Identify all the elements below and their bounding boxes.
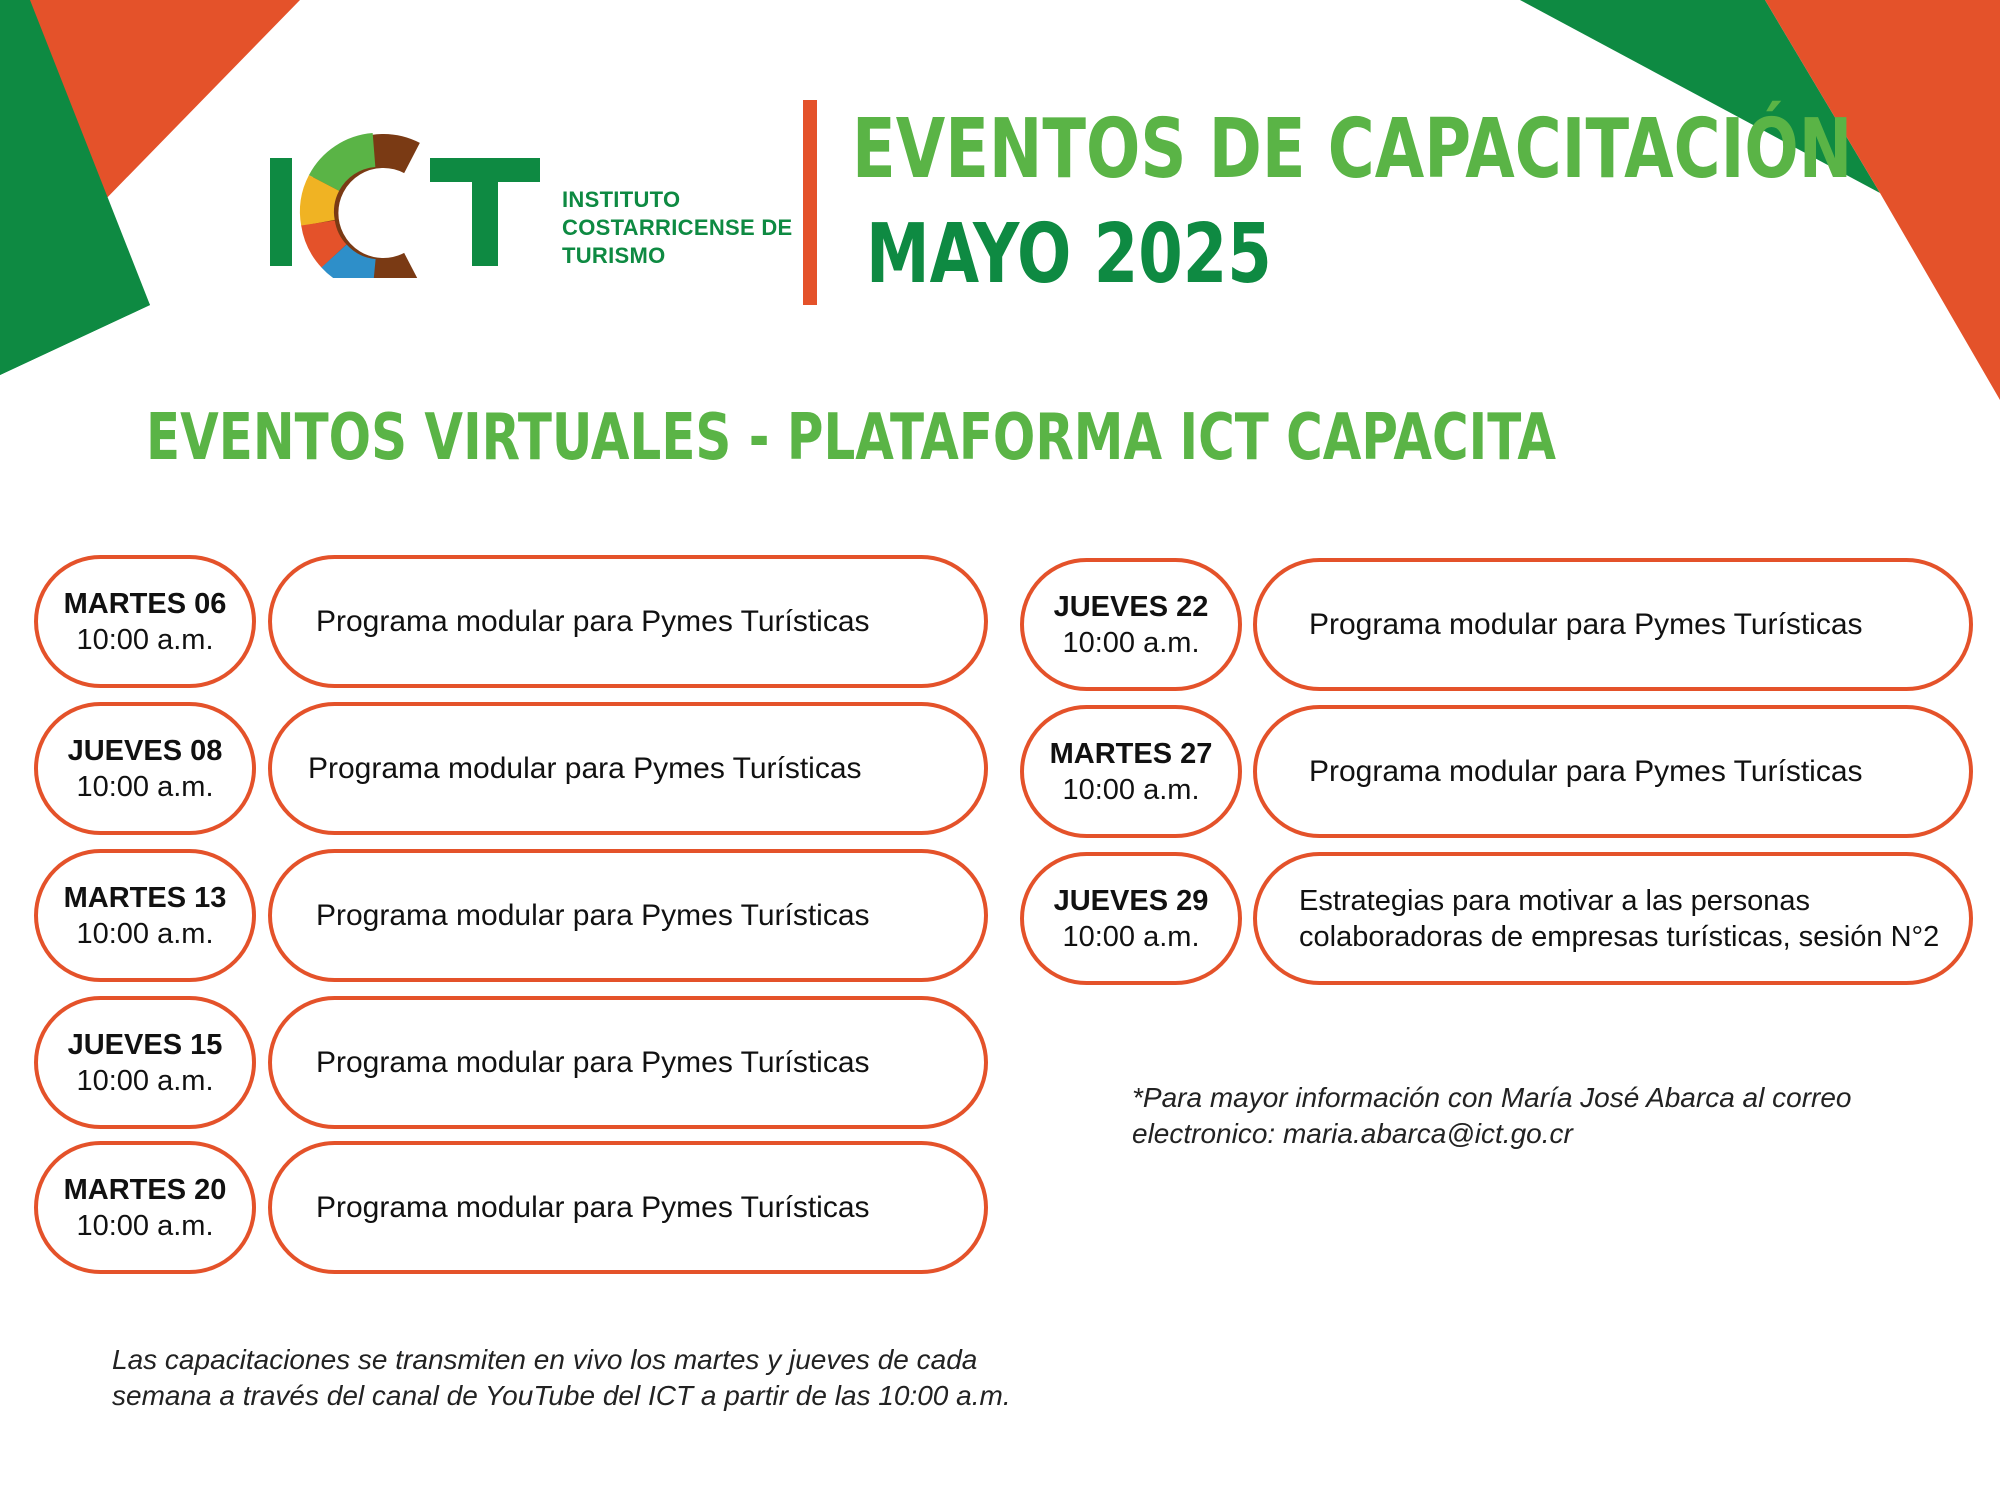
event-time: 10:00 a.m. bbox=[1062, 626, 1200, 659]
event-title: Programa modular para Pymes Turísticas bbox=[316, 898, 870, 932]
event-title: Programa modular para Pymes Turísticas bbox=[1309, 607, 1863, 641]
event-title-pill bbox=[268, 996, 988, 1129]
event-day: JUEVES 08 bbox=[67, 734, 223, 767]
event-day: MARTES 13 bbox=[63, 881, 227, 914]
event-title: Programa modular para Pymes Turísticas bbox=[308, 751, 862, 785]
event-time: 10:00 a.m. bbox=[76, 770, 214, 803]
event-day-pill bbox=[34, 555, 256, 688]
event-day-pill bbox=[34, 996, 256, 1129]
contact-note: *Para mayor información con María José Abarca al correo electronico: maria.abarca@ict.go.cr bbox=[1132, 1082, 1852, 1149]
event-day: JUEVES 22 bbox=[1053, 590, 1209, 623]
event-day-pill bbox=[34, 849, 256, 982]
event-time: 10:00 a.m. bbox=[1062, 773, 1200, 806]
event-title-pill bbox=[1253, 558, 1973, 691]
header-divider bbox=[803, 100, 817, 305]
page-subtitle-month: MAYO 2025 bbox=[866, 207, 1272, 302]
event-day-pill bbox=[34, 1141, 256, 1274]
event-title-pill bbox=[268, 849, 988, 982]
event-title-pill bbox=[1253, 852, 1973, 985]
event-day: MARTES 06 bbox=[63, 587, 227, 620]
event-day: JUEVES 15 bbox=[67, 1028, 223, 1061]
event-title: Programa modular para Pymes Turísticas bbox=[316, 604, 870, 638]
logo-subtitle-line: INSTITUTO bbox=[562, 187, 681, 212]
event-day-pill bbox=[34, 702, 256, 835]
logo-subtitle bbox=[562, 186, 793, 270]
logo-subtitle-line: TURISMO bbox=[562, 243, 666, 268]
event-day: MARTES 20 bbox=[63, 1173, 227, 1206]
event-title: Estrategias para motivar a las personas colaboradoras de empresas turísticas, sesión N°2 bbox=[1299, 884, 1940, 953]
event-day-pill bbox=[1020, 558, 1242, 691]
event-title: Programa modular para Pymes Turísticas bbox=[316, 1045, 870, 1079]
page-title: EVENTOS DE CAPACITACIÓN bbox=[852, 102, 1853, 197]
event-time: 10:00 a.m. bbox=[76, 623, 214, 656]
event-time: 10:00 a.m. bbox=[76, 1064, 214, 1097]
event-day-pill bbox=[1020, 852, 1242, 985]
event-time: 10:00 a.m. bbox=[76, 1209, 214, 1242]
event-day-pill bbox=[1020, 705, 1242, 838]
logo-subtitle-line: COSTARRICENSE DE bbox=[562, 215, 793, 240]
event-day: MARTES 27 bbox=[1049, 737, 1213, 770]
ict-logo-mark bbox=[262, 118, 562, 278]
event-title-pill bbox=[268, 555, 988, 688]
event-title-pill bbox=[1253, 705, 1973, 838]
section-title: EVENTOS VIRTUALES - PLATAFORMA ICT CAPACITA bbox=[146, 401, 1557, 475]
event-title: Programa modular para Pymes Turísticas bbox=[316, 1190, 870, 1224]
event-title-pill bbox=[268, 1141, 988, 1274]
footer-note: Las capacitaciones se transmiten en vivo los martes y jueves de cada semana a través del canal de YouTube del ICT a partir de las 10:00 a.m. bbox=[112, 1344, 1011, 1411]
event-day: JUEVES 29 bbox=[1053, 884, 1209, 917]
event-title: Programa modular para Pymes Turísticas bbox=[1309, 754, 1863, 788]
event-time: 10:00 a.m. bbox=[1062, 920, 1200, 953]
event-title-pill bbox=[268, 702, 988, 835]
event-time: 10:00 a.m. bbox=[76, 917, 214, 950]
